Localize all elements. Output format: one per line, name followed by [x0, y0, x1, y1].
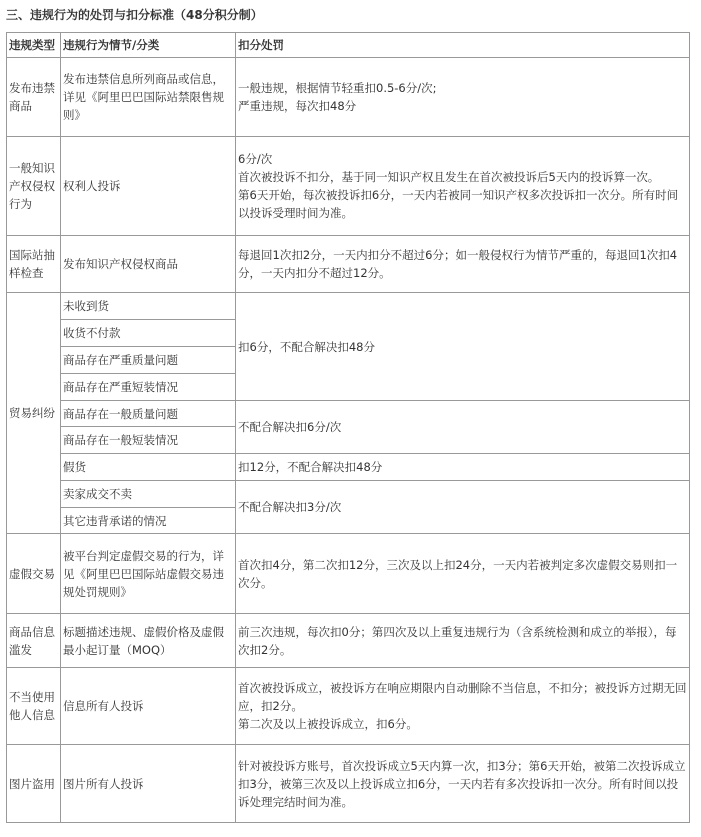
- penalty-line: 第6天开始，每次被投诉扣6分，一天内若被同一知识产权多次投诉扣一次分。所有时间以投诉受理时间为准。: [238, 188, 679, 220]
- penalty-line: 第二次及以上被投诉成立，扣6分。: [238, 717, 418, 731]
- penalty-line: 一般违规，根据情节轻重扣0.5-6分/次;: [238, 81, 437, 95]
- desc-cell: 图片所有人投诉: [61, 745, 236, 823]
- dispute-item: 卖家成交不卖: [61, 481, 236, 508]
- type-cell: 贸易纠纷: [7, 293, 61, 534]
- table-row: [7, 58, 690, 137]
- dispute-item: 商品存在一般质量问题: [61, 401, 236, 427]
- table-row: [7, 293, 690, 320]
- type-cell: 商品信息滥发: [7, 614, 61, 668]
- type-cell: 一般知识产权侵权行为: [7, 137, 61, 236]
- penalty-cell: [236, 58, 690, 137]
- header-penalty: 扣分处罚: [236, 33, 690, 58]
- table-row: [7, 401, 690, 427]
- table-row: [7, 137, 690, 236]
- penalty-table: [6, 32, 690, 823]
- dispute-item: 收货不付款: [61, 320, 236, 347]
- dispute-item: 假货: [61, 454, 236, 481]
- penalty-cell: [236, 137, 690, 236]
- dispute-item: 其它违背承诺的情况: [61, 508, 236, 534]
- desc-cell: 权利人投诉: [61, 137, 236, 236]
- table-row: [7, 614, 690, 668]
- type-cell: 不当使用他人信息: [7, 668, 61, 745]
- table-row: [7, 745, 690, 823]
- table-header-row: [7, 33, 690, 58]
- dispute-item: 未收到货: [61, 293, 236, 320]
- desc-cell: 发布违禁信息所列商品或信息，详见《阿里巴巴国际站禁限售规则》: [61, 58, 236, 137]
- penalty-line: 6分/次: [238, 152, 273, 166]
- type-cell: 国际站抽样检查: [7, 236, 61, 293]
- penalty-cell: 针对被投诉方账号，首次投诉成立5天内算一次，扣3分；第6天开始，被第二次投诉成立扣3分，被第三次及以上投诉成立扣6分，一天内若有多次投诉扣一次分。所有时间以投诉处理完结时间为准。: [236, 745, 690, 823]
- table-row: [7, 668, 690, 745]
- table-row: [7, 481, 690, 508]
- type-cell: 发布违禁商品: [7, 58, 61, 137]
- penalty-line: 首次被投诉成立，被投诉方在响应期限内自动删除不当信息，不扣分；被投诉方过期无回应，扣2分。: [238, 681, 687, 713]
- table-row: [7, 236, 690, 293]
- dispute-item: 商品存在一般短装情况: [61, 427, 236, 454]
- section-title: 三、违规行为的处罚与扣分标准（48分积分制）: [6, 8, 263, 22]
- desc-cell: 发布知识产权侵权商品: [61, 236, 236, 293]
- penalty-line: 首次被投诉不扣分，基于同一知识产权且发生在首次被投诉后5天内的投诉算一次。: [238, 170, 660, 184]
- dispute-item: 商品存在严重质量问题: [61, 347, 236, 374]
- table-row: [7, 534, 690, 614]
- penalty-line: 严重违规，每次扣48分: [238, 99, 357, 113]
- penalty-cell: [236, 668, 690, 745]
- type-cell: 图片盗用: [7, 745, 61, 823]
- table-row: [7, 454, 690, 481]
- penalty-cell: 首次扣4分，第二次扣12分，三次及以上扣24分，一天内若被判定多次虚假交易则扣一次分。: [236, 534, 690, 614]
- header-desc: 违规行为情节/分类: [61, 33, 236, 58]
- dispute-item: 商品存在严重短装情况: [61, 374, 236, 401]
- desc-cell: 标题描述违规、虚假价格及虚假最小起订量（MOQ）: [61, 614, 236, 668]
- penalty-cell: 扣6分，不配合解决扣48分: [236, 293, 690, 401]
- header-type: 违规类型: [7, 33, 61, 58]
- penalty-cell: 前三次违规，每次扣0分；第四次及以上重复违规行为（含系统检测和成立的举报），每次扣2分。: [236, 614, 690, 668]
- penalty-cell: 不配合解决扣3分/次: [236, 481, 690, 534]
- penalty-cell: 每退回1次扣2分，一天内扣分不超过6分；如一般侵权行为情节严重的，每退回1次扣4分，一天内扣分不超过12分。: [236, 236, 690, 293]
- penalty-cell: 扣12分，不配合解决扣48分: [236, 454, 690, 481]
- desc-cell: 被平台判定虚假交易的行为，详见《阿里巴巴国际站虚假交易违规处罚规则》: [61, 534, 236, 614]
- desc-cell: 信息所有人投诉: [61, 668, 236, 745]
- type-cell: 虚假交易: [7, 534, 61, 614]
- penalty-cell: 不配合解决扣6分/次: [236, 401, 690, 454]
